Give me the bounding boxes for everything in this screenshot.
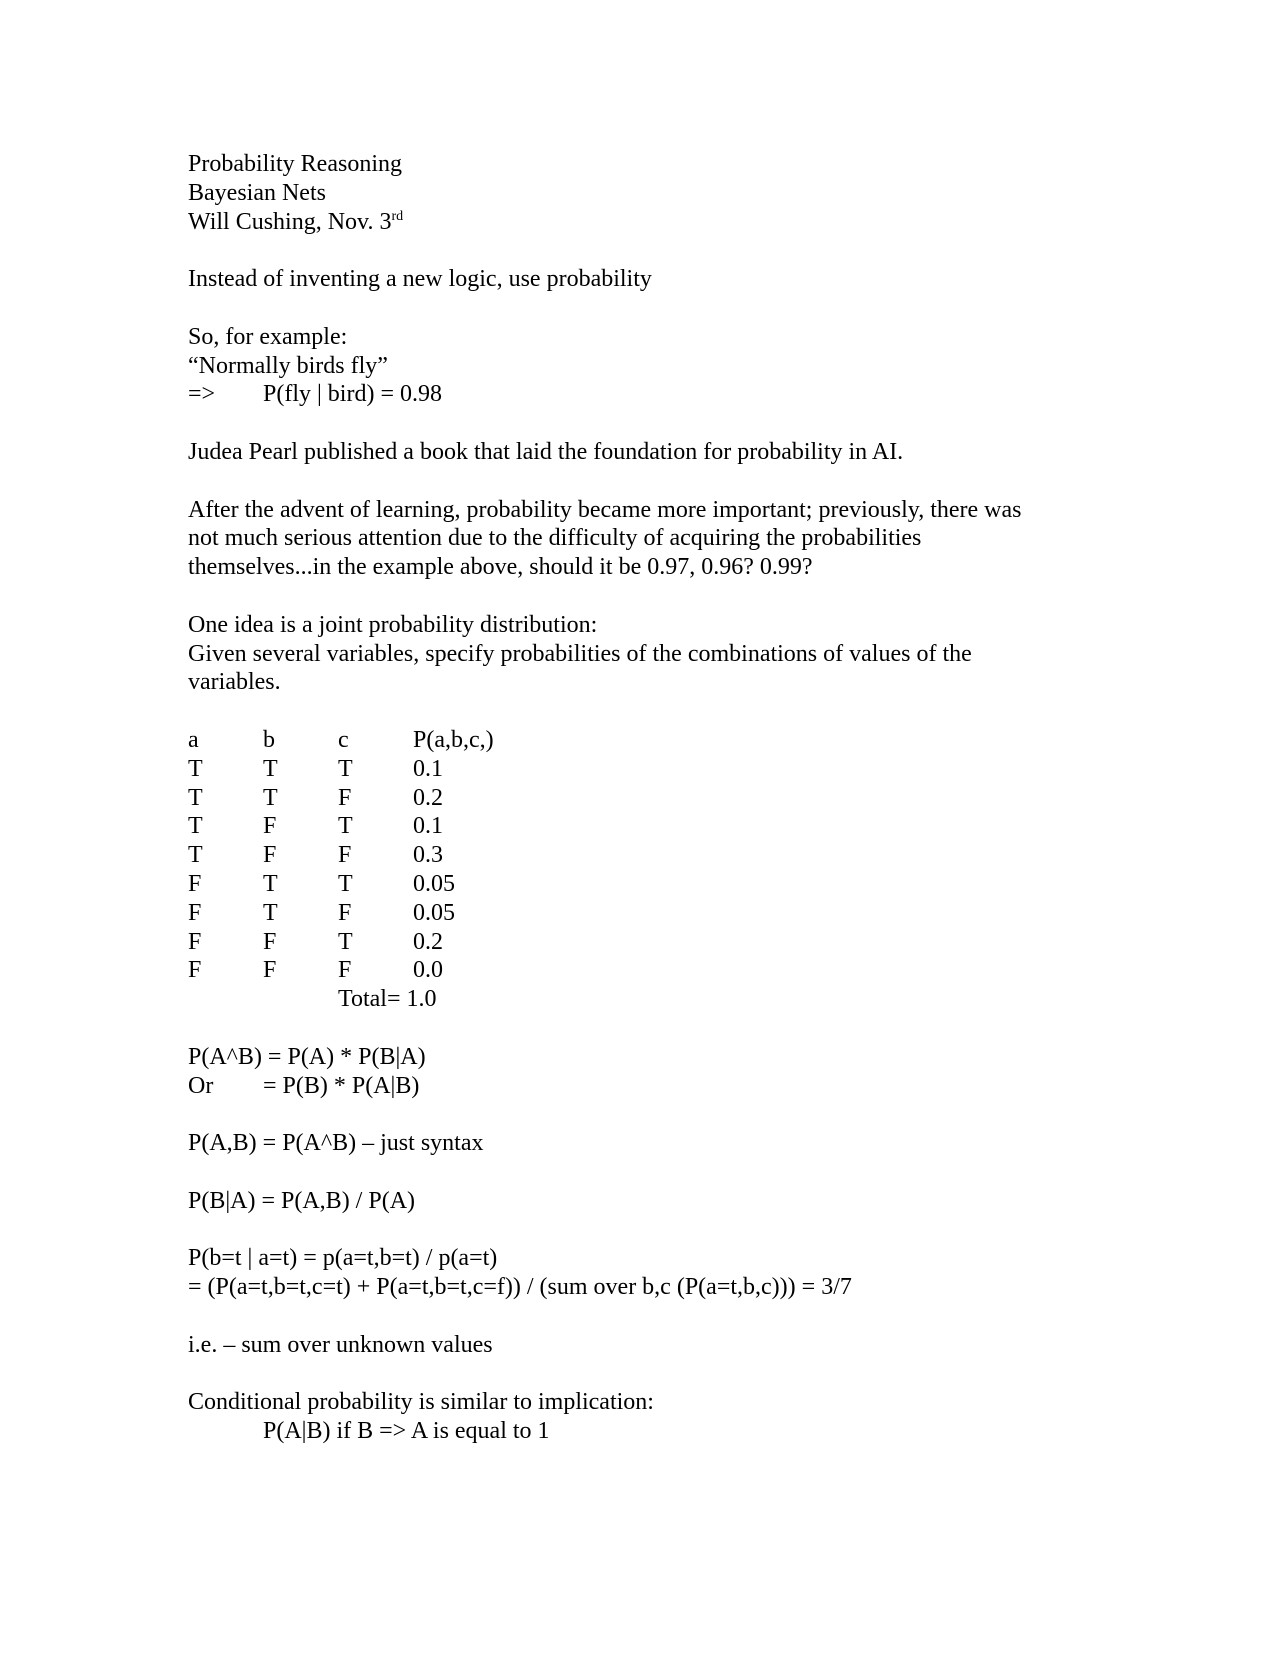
- product-rule: P(A^B) = P(A) * P(B|A): [188, 1043, 426, 1070]
- spacer: [188, 1158, 1108, 1187]
- table-cell: F: [263, 813, 277, 840]
- table-row: [188, 755, 1108, 784]
- table-cell: T: [263, 755, 278, 782]
- table-row: [188, 841, 1108, 870]
- joint-intro: One idea is a joint probability distribution:: [188, 611, 598, 638]
- ie-note: i.e. – sum over unknown values: [188, 1331, 493, 1358]
- table-cell: T: [338, 928, 353, 955]
- spacer: [188, 467, 1108, 496]
- example-lead: So, for example:: [188, 323, 348, 350]
- intro-text: Instead of inventing a new logic, use probability: [188, 266, 652, 293]
- table-cell: T: [338, 755, 353, 782]
- table-cell: T: [188, 755, 203, 782]
- spacer: [188, 236, 1108, 265]
- table-cell: F: [263, 928, 277, 955]
- example-formula: P(fly | bird) = 0.98: [263, 381, 442, 408]
- document-title: Probability Reasoning: [188, 151, 402, 177]
- table-total-row: [188, 985, 1108, 1014]
- joint-description: variables.: [188, 669, 281, 696]
- table-cell: T: [188, 842, 203, 869]
- joint-description: Given several variables, specify probabilities of the combinations of values of the: [188, 640, 972, 667]
- spacer: [188, 1359, 1108, 1388]
- or-label: Or: [188, 1072, 214, 1099]
- spacer: [188, 1100, 1108, 1129]
- product-rule-alt-line: [188, 1072, 1108, 1101]
- table-cell: F: [338, 842, 352, 869]
- table-cell: 0.1: [413, 755, 443, 782]
- table-cell: 0.2: [413, 784, 443, 811]
- table-row: [188, 956, 1108, 985]
- table-cell: T: [188, 784, 203, 811]
- pearl-paragraph: Judea Pearl published a book that laid the foundation for probability in AI.: [188, 438, 904, 465]
- document-page: [188, 150, 1108, 1446]
- example-formula-line: [188, 380, 1108, 409]
- table-cell: T: [338, 813, 353, 840]
- table-cell: F: [188, 899, 202, 926]
- table-cell: F: [263, 842, 277, 869]
- table-cell: F: [338, 784, 352, 811]
- table-cell: 0.1: [413, 813, 443, 840]
- table-cell: F: [263, 957, 277, 984]
- worked-example-line: = (P(a=t,b=t,c=t) + P(a=t,b=t,c=f)) / (sum over b,c (P(a=t,b,c))) = 3/7: [188, 1274, 852, 1301]
- conditional-formula: P(B|A) = P(A,B) / P(A): [188, 1187, 416, 1214]
- table-cell: F: [188, 928, 202, 955]
- table-header: c: [338, 726, 349, 753]
- example-quote: “Normally birds fly”: [188, 352, 388, 379]
- table-cell: T: [263, 784, 278, 811]
- spacer: [188, 582, 1108, 611]
- table-row: [188, 784, 1108, 813]
- table-cell: 0.2: [413, 928, 443, 955]
- date-suffix: rd: [391, 208, 404, 224]
- spacer: [188, 1014, 1108, 1043]
- table-cell: 0.05: [413, 870, 455, 897]
- product-rule-alt: = P(B) * P(A|B): [263, 1072, 420, 1099]
- table-cell: 0.3: [413, 842, 443, 869]
- table-cell: T: [188, 813, 203, 840]
- advent-paragraph-line: not much serious attention due to the difficulty of acquiring the probabilities: [188, 525, 922, 552]
- advent-paragraph-line: themselves...in the example above, should it be 0.97, 0.96? 0.99?: [188, 554, 813, 581]
- table-cell: F: [338, 957, 352, 984]
- table-cell: T: [263, 870, 278, 897]
- spacer: [188, 1302, 1108, 1331]
- spacer: [188, 1215, 1108, 1244]
- author-date-line: [188, 208, 1108, 237]
- table-row: [188, 928, 1108, 957]
- spacer: [188, 409, 1108, 438]
- table-cell: F: [188, 957, 202, 984]
- syntax-note: P(A,B) = P(A^B) – just syntax: [188, 1130, 484, 1157]
- spacer: [188, 294, 1108, 323]
- table-cell: T: [338, 870, 353, 897]
- table-cell: F: [188, 870, 202, 897]
- table-row: [188, 899, 1108, 928]
- implication-formula: P(A|B) if B => A is equal to 1: [263, 1418, 550, 1445]
- table-header: a: [188, 726, 199, 753]
- advent-paragraph-line: After the advent of learning, probability became more important; previously, there was: [188, 496, 1022, 523]
- table-total: Total= 1.0: [338, 986, 437, 1013]
- implication-intro: Conditional probability is similar to implication:: [188, 1389, 654, 1416]
- table-cell: 0.0: [413, 957, 443, 984]
- table-cell: 0.05: [413, 899, 455, 926]
- table-cell: T: [263, 899, 278, 926]
- spacer: [188, 697, 1108, 726]
- implies-arrow: =>: [188, 381, 216, 408]
- table-header: b: [263, 726, 275, 753]
- joint-probability-table: [188, 726, 1108, 1014]
- table-cell: F: [338, 899, 352, 926]
- author-date: Will Cushing, Nov. 3: [188, 208, 392, 235]
- document-subtitle: Bayesian Nets: [188, 179, 326, 206]
- table-header: P(a,b,c,): [413, 726, 494, 753]
- table-row: [188, 812, 1108, 841]
- table-row: [188, 870, 1108, 899]
- worked-example-line: P(b=t | a=t) = p(a=t,b=t) / p(a=t): [188, 1245, 498, 1272]
- table-header-row: [188, 726, 1108, 755]
